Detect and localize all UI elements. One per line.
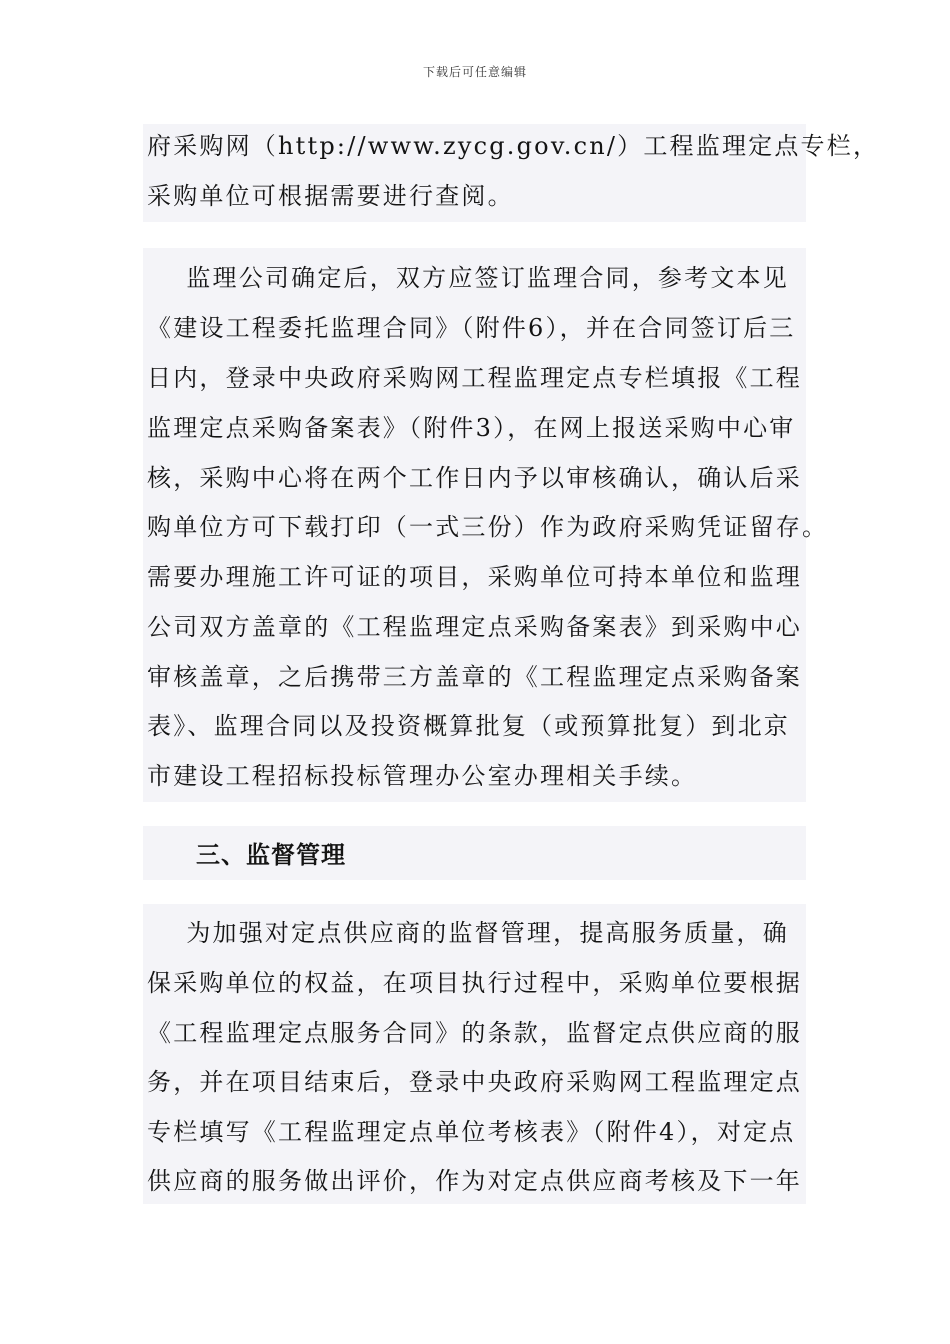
paragraph-background xyxy=(143,904,806,1204)
text-line: 审核盖章，之后携带三方盖章的《工程监理定点采购备案 xyxy=(147,663,802,691)
text-line: 市建设工程招标投标管理办公室办理相关手续。 xyxy=(147,762,698,790)
text-line: 需要办理施工许可证的项目，采购单位可持本单位和监理 xyxy=(147,563,802,591)
text-line: 府采购网（http://www.zycg.gov.cn/）工程监理定点专栏， xyxy=(147,132,880,160)
text-line: 《建设工程委托监理合同》（附件6），并在合同签订后三 xyxy=(147,314,796,342)
text-line: 供应商的服务做出评价，作为对定点供应商考核及下一年 xyxy=(147,1167,802,1195)
text-line: 《工程监理定点服务合同》的条款，监督定点供应商的服 xyxy=(147,1019,802,1047)
text-line: 监理定点采购备案表》（附件3），在网上报送采购中心审 xyxy=(147,414,796,442)
text-line: 日内，登录中央政府采购网工程监理定点专栏填报《工程 xyxy=(147,364,802,392)
section-heading: 三、监督管理 xyxy=(196,841,346,869)
text-line: 购单位方可下载打印（一式三份）作为政府采购凭证留存。 xyxy=(147,513,829,541)
text-line: 核，采购中心将在两个工作日内予以审核确认，确认后采 xyxy=(147,464,802,492)
page-header: 下载后可任意编辑 xyxy=(422,65,527,79)
text-line: 监理公司确定后，双方应签订监理合同，参考文本见 xyxy=(147,264,789,292)
text-line: 公司双方盖章的《工程监理定点采购备案表》到采购中心 xyxy=(147,613,802,641)
text-line: 表》、监理合同以及投资概算批复（或预算批复）到北京 xyxy=(147,712,790,740)
text-line: 为加强对定点供应商的监督管理，提高服务质量，确 xyxy=(147,919,789,947)
text-line: 务，并在项目结束后，登录中央政府采购网工程监理定点 xyxy=(147,1068,802,1096)
text-line: 保采购单位的权益，在项目执行过程中，采购单位要根据 xyxy=(147,969,802,997)
text-line: 采购单位可根据需要进行查阅。 xyxy=(147,182,514,210)
text-line: 专栏填写《工程监理定点单位考核表》（附件4），对定点 xyxy=(147,1118,796,1146)
